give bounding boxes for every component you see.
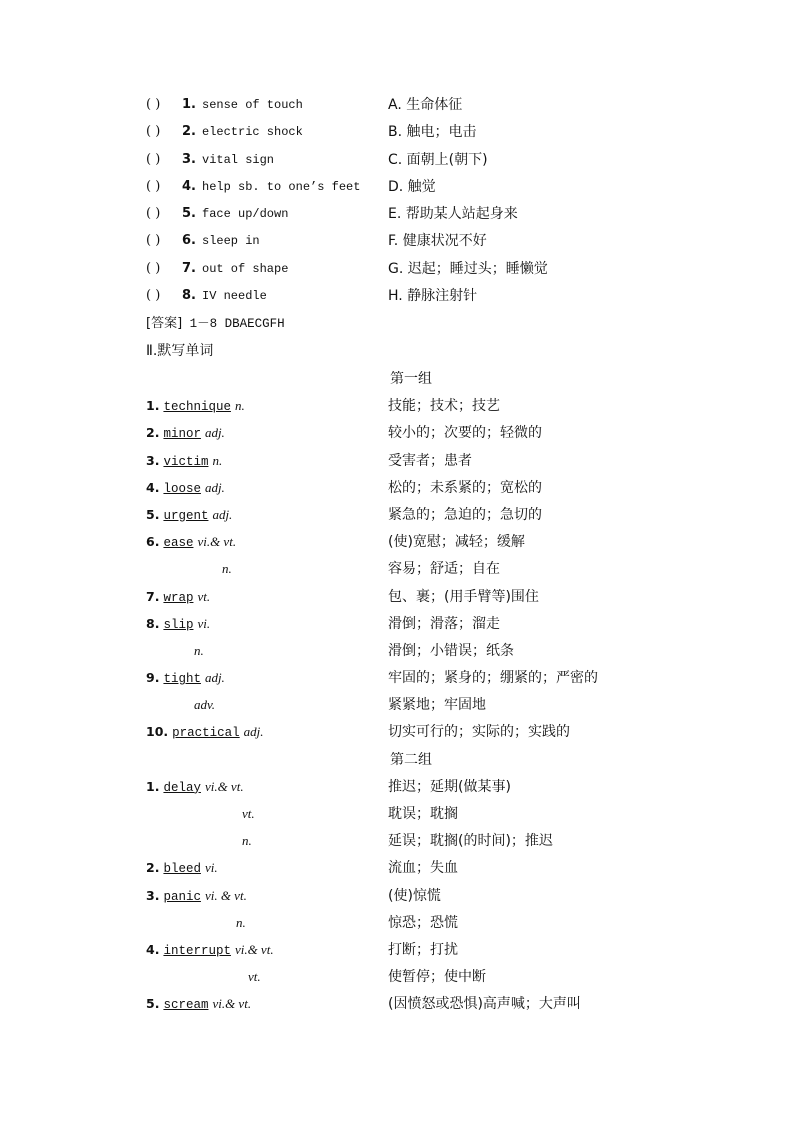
- chinese-option: A. 生命体征: [388, 97, 463, 113]
- part-of-speech: vi.& vt.: [197, 534, 237, 550]
- chinese-meaning: (使)惊慌: [388, 887, 441, 904]
- chinese-meaning: 紧紧地；牢固地: [388, 697, 486, 714]
- chinese-meaning: 推迟；延期(做某事): [388, 778, 511, 795]
- chinese-meaning: (因愤怒或恐惧)高声喊；大声叫: [388, 996, 581, 1013]
- vocab-number: 9.: [146, 670, 160, 686]
- answer-blank[interactable]: ( ): [146, 151, 161, 167]
- part-of-speech: adj.: [243, 724, 264, 740]
- vocab-number: 5.: [146, 506, 160, 522]
- english-phrase: electric shock: [202, 125, 303, 140]
- answer-text: 1－8 DBAECGFH: [182, 317, 285, 331]
- vocab-row: [146, 719, 666, 746]
- vocab-entry: [222, 556, 232, 582]
- part-of-speech: n.: [212, 452, 223, 468]
- vocab-row: [146, 448, 666, 475]
- chinese-meaning: 包、裹；(用手臂等)围住: [388, 588, 539, 605]
- part-of-speech: n.: [234, 398, 245, 414]
- chinese-meaning: (使)宽慰；减轻；缓解: [388, 534, 525, 551]
- chinese-option: E. 帮助某人站起身来: [388, 206, 518, 223]
- vocab-entry: [146, 855, 218, 882]
- chinese-option: C. 面朝上(朝下): [388, 151, 488, 168]
- vocab-number: 1.: [146, 398, 160, 414]
- vocab-entry: [146, 502, 232, 529]
- vocab-row: [146, 502, 666, 529]
- vocab-entry: [146, 991, 251, 1018]
- vocab-row: [146, 665, 666, 692]
- chinese-meaning: 流血；失血: [388, 860, 458, 877]
- part-of-speech: adj.: [204, 670, 225, 686]
- matching-row: [146, 175, 666, 202]
- chinese-meaning: 惊恐；恐慌: [388, 914, 458, 931]
- part-of-speech: vt.: [242, 806, 255, 821]
- vocab-row: [146, 883, 666, 910]
- vocab-word: panic: [163, 889, 201, 904]
- item-number: 7.: [182, 260, 196, 276]
- part-of-speech: adj.: [204, 479, 225, 495]
- english-phrase: face up/down: [202, 207, 289, 222]
- part-of-speech: n.: [236, 914, 246, 930]
- chinese-meaning: 延误；耽搁(的时间)；推迟: [388, 833, 553, 850]
- vocab-word: scream: [163, 998, 209, 1013]
- part-of-speech: vi.& vt.: [234, 941, 274, 957]
- vocab-entry: [146, 611, 210, 638]
- part-of-speech: vi.: [197, 615, 211, 631]
- item-number: 1.: [182, 97, 196, 112]
- part-of-speech: vi. & vt.: [204, 887, 247, 903]
- vocab-word: delay: [163, 780, 201, 795]
- english-phrase: out of shape: [202, 261, 289, 276]
- group-header-row: [146, 366, 666, 393]
- chinese-meaning: 耽误；耽搁: [388, 806, 458, 822]
- vocab-entry: [248, 964, 261, 990]
- chinese-meaning: 切实可行的；实际的；实践的: [388, 724, 570, 741]
- part-of-speech: vi.& vt.: [204, 778, 244, 794]
- english-phrase: IV needle: [202, 289, 267, 304]
- vocab-row: [146, 937, 666, 964]
- vocab-entry: [146, 665, 225, 692]
- chinese-option: D. 触觉: [388, 178, 436, 195]
- vocab-entry: [242, 801, 255, 827]
- chinese-meaning: 牢固的；紧身的；绷紧的；严密的: [388, 670, 598, 687]
- vocab-entry: [236, 910, 246, 936]
- part-of-speech: adj.: [212, 506, 233, 522]
- chinese-option: F. 健康状况不好: [388, 233, 487, 250]
- vocab-row: [146, 556, 666, 583]
- vocab-entry: [146, 937, 274, 964]
- matching-row: [146, 257, 666, 284]
- answer-blank[interactable]: ( ): [146, 288, 161, 304]
- chinese-meaning: 受害者；患者: [388, 452, 472, 469]
- english-phrase: help sb. to one’s feet: [202, 179, 361, 194]
- answer-line: [146, 312, 285, 336]
- vocab-word: loose: [163, 481, 201, 496]
- matching-row: [146, 93, 666, 120]
- group-header-row: [146, 747, 666, 774]
- vocab-row: [146, 475, 666, 502]
- part-of-speech: vt.: [248, 969, 261, 985]
- chinese-meaning: 滑倒；滑落；溜走: [388, 615, 500, 632]
- matching-row: [146, 229, 666, 256]
- item-number: 2.: [182, 124, 196, 140]
- vocab-word: ease: [163, 536, 194, 551]
- vocab-entry: [146, 774, 244, 801]
- chinese-meaning: 较小的；次要的；轻微的: [388, 425, 542, 442]
- answer-blank[interactable]: ( ): [146, 206, 161, 222]
- item-number: 8.: [182, 288, 196, 304]
- answer-blank[interactable]: ( ): [146, 233, 161, 249]
- vocab-row: [146, 910, 666, 937]
- part-of-speech: adj.: [204, 425, 225, 441]
- vocab-entry: [146, 420, 225, 447]
- chinese-option: B. 触电；电击: [388, 124, 477, 141]
- chinese-option: G. 迟起；睡过头；睡懒觉: [388, 260, 548, 277]
- english-phrase: sense of touch: [202, 98, 303, 112]
- vocab-row: [146, 393, 666, 420]
- vocab-entry: [146, 719, 264, 746]
- vocab-number: 6.: [146, 534, 160, 550]
- vocab-row: [146, 420, 666, 447]
- chinese-option: H. 静脉注射针: [388, 288, 478, 305]
- item-number: 4.: [182, 178, 196, 194]
- item-number: 3.: [182, 151, 196, 167]
- vocab-number: 3.: [146, 452, 160, 468]
- vocab-row: [146, 584, 666, 611]
- answer-tag: [答案]: [146, 316, 183, 331]
- answer-blank[interactable]: ( ): [146, 124, 161, 140]
- vocab-entry: [146, 475, 225, 502]
- group-title: 第二组: [390, 751, 432, 768]
- vocabulary-list: [146, 366, 666, 1019]
- vocab-row: [146, 638, 666, 665]
- vocab-entry: [146, 584, 210, 611]
- vocab-row: [146, 991, 666, 1018]
- vocab-entry: [194, 638, 204, 664]
- part-of-speech: vi.& vt.: [212, 996, 252, 1012]
- answer-blank[interactable]: ( ): [146, 97, 161, 112]
- vocab-row: [146, 964, 666, 991]
- vocab-entry: [146, 448, 222, 475]
- vocab-row: [146, 774, 666, 801]
- vocab-number: 8.: [146, 615, 160, 631]
- vocab-row: [146, 529, 666, 556]
- chinese-meaning: 容易；舒适；自在: [388, 561, 500, 578]
- chinese-meaning: 使暂停；使中断: [388, 969, 486, 986]
- section-title: Ⅱ.默写单词: [146, 343, 214, 359]
- vocab-entry: [242, 828, 252, 854]
- matching-row: [146, 148, 666, 175]
- answer-blank[interactable]: ( ): [146, 178, 161, 194]
- matching-row: [146, 120, 666, 147]
- vocab-word: wrap: [163, 590, 194, 605]
- chinese-meaning: 紧急的；急迫的；急切的: [388, 506, 542, 523]
- part-of-speech: adv.: [194, 697, 216, 713]
- vocab-number: 4.: [146, 479, 160, 495]
- vocab-number: 5.: [146, 996, 160, 1012]
- item-number: 5.: [182, 206, 196, 222]
- item-number: 6.: [182, 233, 196, 249]
- english-phrase: sleep in: [202, 234, 260, 249]
- vocab-entry: [194, 692, 215, 718]
- vocab-entry: [146, 529, 236, 556]
- vocab-word: tight: [163, 672, 201, 687]
- vocab-word: slip: [163, 617, 194, 632]
- vocab-row: [146, 692, 666, 719]
- chinese-meaning: 打断；打扰: [388, 941, 458, 958]
- part-of-speech: n.: [242, 833, 252, 849]
- answer-blank[interactable]: ( ): [146, 260, 161, 276]
- vocab-row: [146, 801, 666, 828]
- chinese-meaning: 松的；未系紧的；宽松的: [388, 479, 542, 496]
- part-of-speech: n.: [222, 561, 232, 577]
- vocab-word: victim: [163, 454, 209, 469]
- matching-row: [146, 284, 666, 311]
- english-phrase: vital sign: [202, 152, 275, 167]
- vocab-number: 2.: [146, 860, 160, 876]
- chinese-meaning: 滑倒；小错误；纸条: [388, 642, 514, 659]
- vocab-entry: [146, 883, 247, 910]
- vocab-number: 10.: [146, 724, 169, 740]
- part-of-speech: n.: [194, 642, 204, 658]
- chinese-meaning: 技能；技术；技艺: [388, 398, 500, 415]
- part-of-speech: vt.: [197, 588, 211, 604]
- vocab-number: 4.: [146, 941, 160, 957]
- group-title: 第一组: [390, 371, 432, 387]
- vocab-word: interrupt: [163, 943, 231, 958]
- vocab-row: [146, 611, 666, 638]
- vocab-word: minor: [163, 427, 201, 442]
- vocab-number: 3.: [146, 887, 160, 903]
- matching-exercise: [146, 93, 666, 311]
- vocab-number: 1.: [146, 778, 160, 794]
- vocab-word: bleed: [163, 862, 201, 877]
- matching-row: [146, 202, 666, 229]
- vocab-number: 7.: [146, 588, 160, 604]
- vocab-row: [146, 828, 666, 855]
- vocab-number: 2.: [146, 425, 160, 441]
- vocab-word: urgent: [163, 508, 209, 523]
- vocab-word: practical: [172, 726, 240, 741]
- vocab-row: [146, 855, 666, 882]
- vocab-word: technique: [163, 400, 231, 415]
- vocab-entry: [146, 393, 245, 420]
- part-of-speech: vi.: [204, 860, 218, 876]
